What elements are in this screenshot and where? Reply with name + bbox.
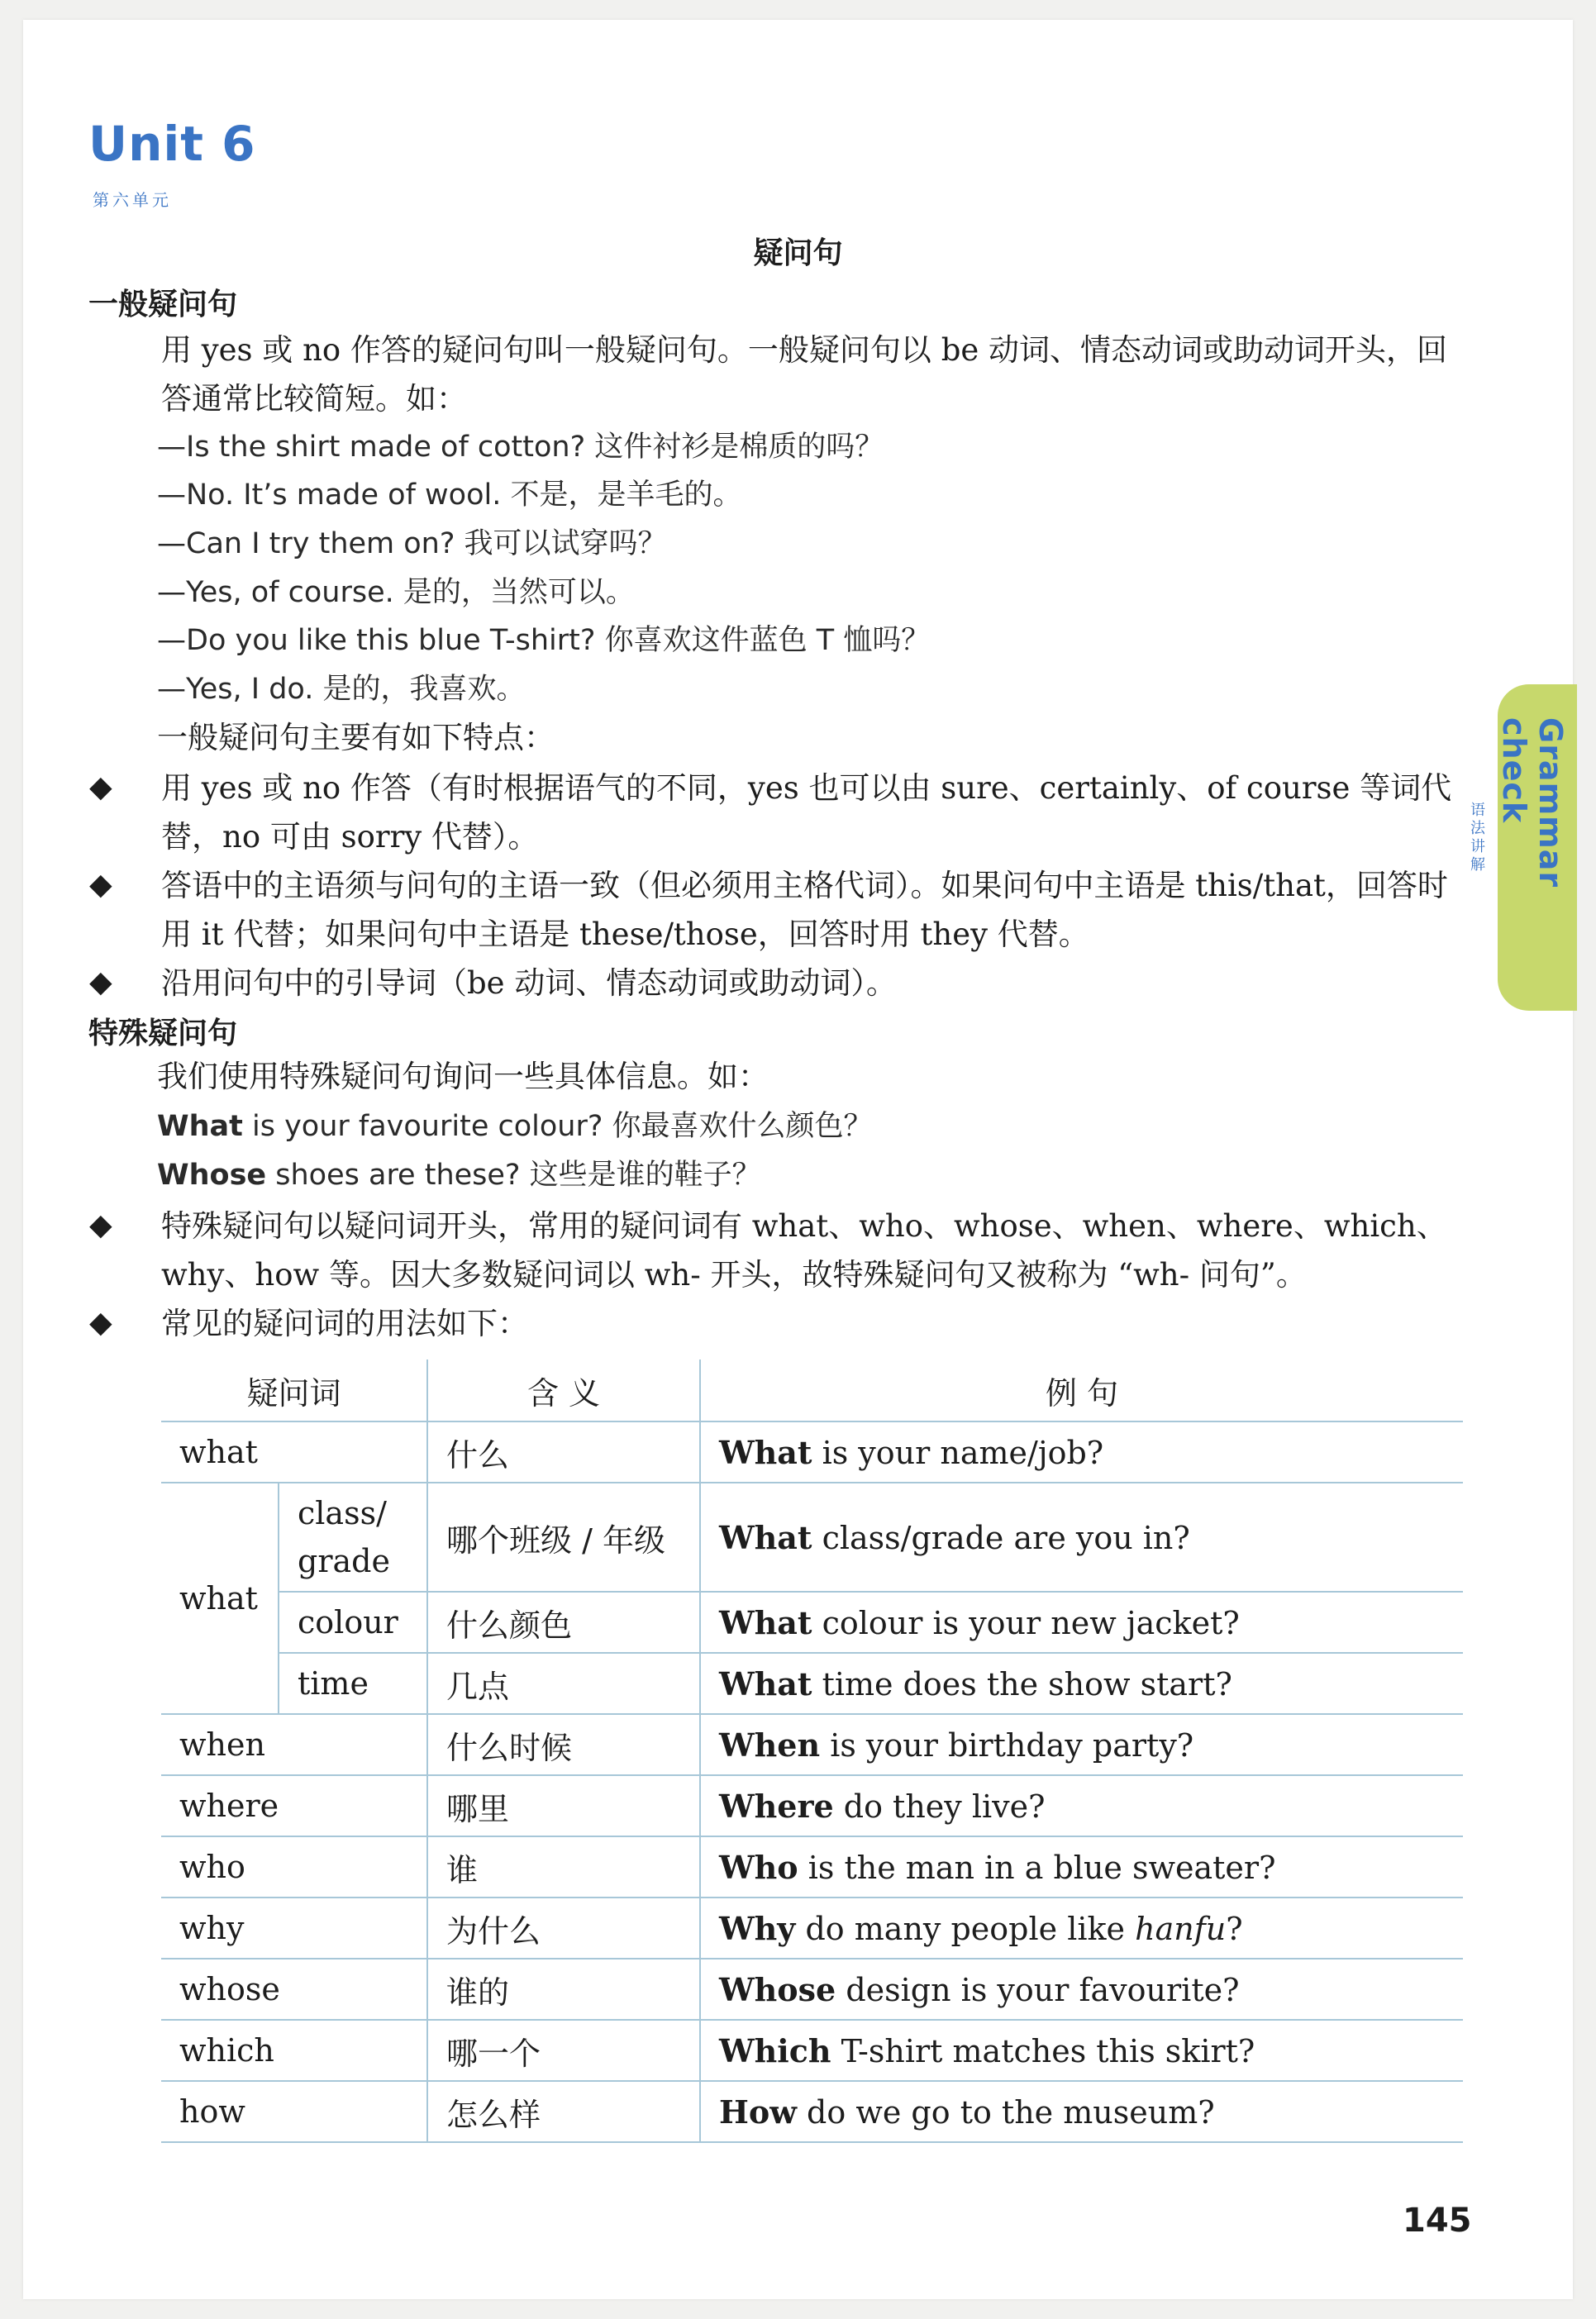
example-sentence: Why do many people like hanfu? <box>700 1898 1463 1959</box>
meaning: 什么时候 <box>427 1714 700 1775</box>
example-sentence: What time does the show start? <box>700 1653 1463 1714</box>
example-line: —Is the shirt made of cotton? 这件衬衫是棉质的吗？ <box>157 431 884 464</box>
bullet-diamond-icon: ◆ <box>89 770 112 804</box>
example-sentence: Where do they live? <box>700 1775 1463 1836</box>
bullet-diamond-icon: ◆ <box>89 868 112 902</box>
section-heading-special-questions: 特殊疑问句 <box>88 1017 238 1050</box>
header-meaning: 含 义 <box>427 1359 700 1421</box>
example-sentence: Whose design is your favourite? <box>700 1959 1463 2020</box>
table-row <box>161 1959 1463 2020</box>
table-header-row <box>161 1359 1463 1421</box>
meaning: 谁的 <box>427 1959 700 2020</box>
grammar-check-cn-label: 语法讲解 <box>1468 802 1485 874</box>
meaning: 什么颜色 <box>427 1592 700 1653</box>
example-line: —Yes, I do. 是的，我喜欢。 <box>157 673 526 706</box>
example-line: —No. It’s made of wool. 不是，是羊毛的。 <box>157 479 742 512</box>
question-word-sub: time <box>279 1653 427 1714</box>
example-sentence: Who is the man in a blue sweater? <box>700 1836 1463 1898</box>
bullet-text: 常见的疑问词的用法如下： <box>161 1306 528 1341</box>
table-row <box>161 1421 1463 1483</box>
example-sentence: Which T-shirt matches this skirt? <box>700 2020 1463 2081</box>
table-row <box>161 1775 1463 1836</box>
header-example: 例 句 <box>700 1359 1463 1421</box>
bullet-text: 特殊疑问句以疑问词开头，常用的疑问词有 what、who、whose、when、where、which、why、how 等。因大多数疑问词以 wh- 开头，故特殊疑问句又被称为 “wh- 问句”。 <box>161 1208 1447 1293</box>
question-word-table <box>161 1359 1463 2143</box>
question-word: how <box>161 2081 427 2142</box>
example-sentence: What colour is your new jacket? <box>700 1592 1463 1653</box>
table-row <box>161 1592 1463 1653</box>
bullet-text: 用 yes 或 no 作答（有时根据语气的不同，yes 也可以由 sure、certainly、of course 等词代替，no 可由 sorry 代替）。 <box>161 770 1452 855</box>
question-word: whose <box>161 1959 427 2020</box>
meaning: 谁 <box>427 1836 700 1898</box>
meaning: 为什么 <box>427 1898 700 1959</box>
unit-title: Unit 6 <box>88 116 256 172</box>
question-word: what <box>161 1421 427 1483</box>
question-word-sub: colour <box>279 1592 427 1653</box>
question-word: where <box>161 1775 427 1836</box>
bullet-text: 答语中的主语须与问句的主语一致（但必须用主格代词）。如果问句中主语是 this/that，回答时用 it 代替；如果问句中主语是 these/those，回答时用 they 代替。 <box>161 868 1448 952</box>
question-word-sub: class/ grade <box>279 1483 427 1592</box>
page-number: 145 <box>1403 2202 1472 2240</box>
example-line: Whose shoes are these? 这些是谁的鞋子？ <box>157 1159 761 1192</box>
table-row <box>161 1836 1463 1898</box>
section1-intro: 用 yes 或 no 作答的疑问句叫一般疑问句。一般疑问句以 be 动词、情态动词或助动词开头，回答通常比较简短。如： <box>161 332 1448 417</box>
header-question-word: 疑问词 <box>161 1359 427 1421</box>
table-row <box>161 1653 1463 1714</box>
example-sentence: What class/grade are you in? <box>700 1483 1463 1592</box>
page-title: 疑问句 <box>753 236 843 270</box>
meaning: 哪一个 <box>427 2020 700 2081</box>
question-word: who <box>161 1836 427 1898</box>
meaning: 哪里 <box>427 1775 700 1836</box>
meaning: 哪个班级 / 年级 <box>427 1483 700 1592</box>
meaning: 什么 <box>427 1421 700 1483</box>
question-word: what <box>161 1483 279 1714</box>
bullet-diamond-icon: ◆ <box>89 1306 112 1340</box>
example-line: —Yes, of course. 是的，当然可以。 <box>157 576 635 609</box>
grammar-check-label: Grammar check <box>1496 717 1569 888</box>
table-row <box>161 1714 1463 1775</box>
example-sentence: How do we go to the museum? <box>700 2081 1463 2142</box>
section2-intro: 我们使用特殊疑问句询问一些具体信息。如： <box>157 1059 769 1094</box>
table-row <box>161 1483 1463 1592</box>
meaning: 怎么样 <box>427 2081 700 2142</box>
features-intro: 一般疑问句主要有如下特点： <box>157 720 555 755</box>
table-row <box>161 2020 1463 2081</box>
example-sentence: What is your name/job? <box>700 1421 1463 1483</box>
bullet-diamond-icon: ◆ <box>89 1208 112 1242</box>
meaning: 几点 <box>427 1653 700 1714</box>
table-row <box>161 2081 1463 2142</box>
bullet-diamond-icon: ◆ <box>89 965 112 999</box>
question-word: when <box>161 1714 427 1775</box>
table-row <box>161 1898 1463 1959</box>
unit-subtitle: 第六单元 <box>93 190 172 210</box>
question-word: which <box>161 2020 427 2081</box>
example-sentence: When is your birthday party? <box>700 1714 1463 1775</box>
example-line: —Can I try them on? 我可以试穿吗？ <box>157 527 667 560</box>
bullet-text: 沿用问句中的引导词（be 动词、情态动词或助动词）。 <box>161 965 897 1001</box>
section-heading-general-questions: 一般疑问句 <box>88 288 238 321</box>
example-line: What is your favourite colour? 你最喜欢什么颜色？ <box>157 1110 873 1143</box>
example-line: —Do you like this blue T-shirt? 你喜欢这件蓝色 T 恤吗？ <box>157 624 931 657</box>
question-word: why <box>161 1898 427 1959</box>
